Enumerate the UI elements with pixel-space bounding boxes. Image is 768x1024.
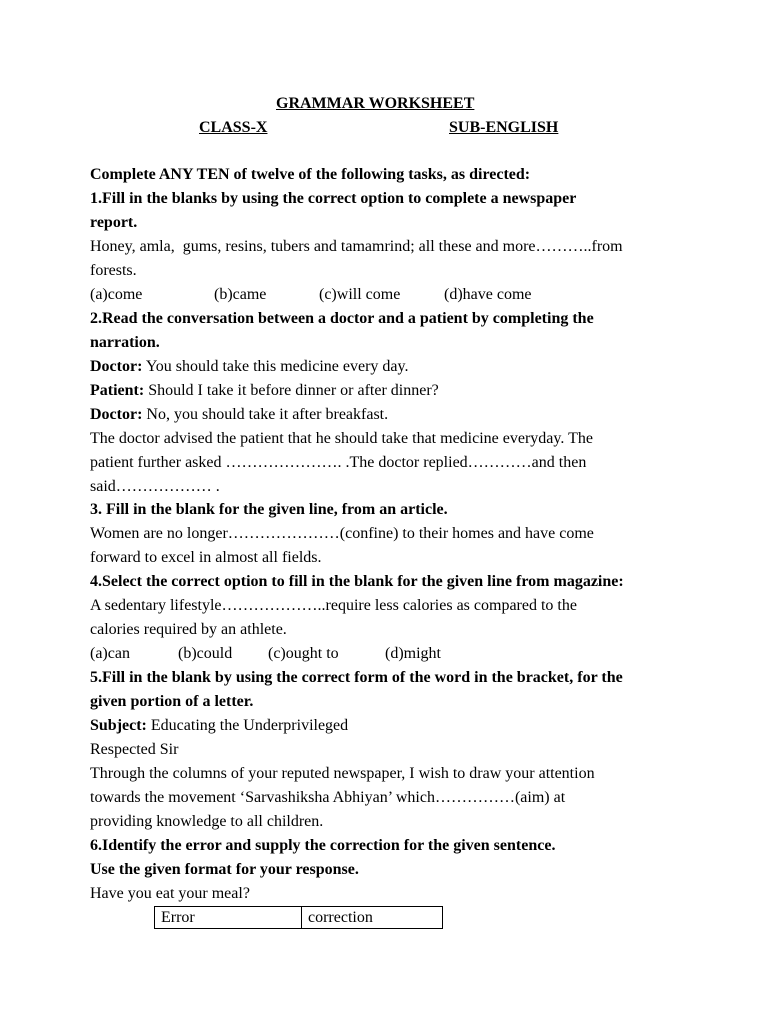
q2-dialogue-1 (90, 357, 408, 377)
dialogue-text: You should take this medicine every day. (142, 358, 409, 375)
q5-heading-line1: 5.Fill in the blank by using the correct form of the word in the bracket, for the (90, 669, 623, 686)
speaker-label: Doctor: (90, 406, 143, 423)
q6-heading-line1: 6.Identify the error and supply the correction for the given sentence. (90, 837, 556, 854)
q4-option-d: (d)might (385, 645, 441, 662)
q4-text-line2: calories required by an athlete. (90, 621, 287, 638)
q1-text-line1: Honey, amla, gums, resins, tubers and tamamrind; all these and more………..from (90, 238, 623, 255)
q4-option-c: (c)ought to (268, 645, 339, 662)
instructions: Complete ANY TEN of twelve of the following tasks, as directed: (90, 166, 531, 183)
q2-dialogue-3 (90, 405, 388, 425)
q4-option-a: (a)can (90, 645, 130, 662)
table-header-correction: correction (302, 907, 443, 929)
page-title: GRAMMAR WORKSHEET (276, 95, 475, 112)
q2-dialogue-2 (90, 381, 439, 401)
q5-subject-line (90, 716, 348, 736)
q1-heading-line1: 1.Fill in the blanks by using the correct option to complete a newspaper (90, 190, 577, 207)
q5-text-line1: Through the columns of your reputed newspaper, I wish to draw your attention (90, 765, 595, 782)
q5-heading-line2: given portion of a letter. (90, 693, 254, 710)
q3-heading: 3. Fill in the blank for the given line, from an article. (90, 501, 448, 518)
q1-option-d: (d)have come (444, 286, 532, 303)
q4-heading: 4.Select the correct option to fill in the blank for the given line from magazine: (90, 573, 624, 590)
q2-text-line3: said……………… . (90, 478, 220, 495)
dialogue-text: No, you should take it after breakfast. (142, 406, 389, 423)
dialogue-text: Should I take it before dinner or after dinner? (144, 382, 439, 399)
subject-text: Educating the Underprivileged (146, 717, 349, 734)
table-header-error: Error (155, 907, 302, 929)
q2-text-line1: The doctor advised the patient that he should take that medicine everyday. The (90, 430, 593, 447)
q2-text-line2: patient further asked …………………. .The doctor replied…………and then (90, 454, 587, 471)
q1-text-line2: forests. (90, 262, 137, 279)
subject-label: Subject: (90, 717, 147, 734)
class-label: CLASS-X (199, 119, 268, 136)
q3-text-line2: forward to excel in almost all fields. (90, 549, 322, 566)
q3-text-line1: Women are no longer…………………(confine) to their homes and have come (90, 525, 594, 542)
speaker-label: Doctor: (90, 358, 143, 375)
q6-heading-line2: Use the given format for your response. (90, 861, 359, 878)
q5-text-line3: providing knowledge to all children. (90, 813, 324, 830)
q2-heading-line2: narration. (90, 334, 160, 351)
speaker-label: Patient: (90, 382, 145, 399)
q1-heading-line2: report. (90, 214, 138, 231)
q4-option-b: (b)could (178, 645, 233, 662)
q6-sentence: Have you eat your meal? (90, 885, 250, 902)
q4-text-line1: A sedentary lifestyle………………..require less calories as compared to the (90, 597, 577, 614)
q5-text-line2: towards the movement ‘Sarvashiksha Abhiyan’ which……………(aim) at (90, 789, 566, 806)
q1-option-b: (b)came (214, 286, 267, 303)
response-format-table (154, 906, 443, 929)
subject-label: SUB-ENGLISH (449, 119, 559, 136)
q5-salutation: Respected Sir (90, 741, 179, 758)
q1-option-c: (c)will come (319, 286, 401, 303)
q2-heading-line1: 2.Read the conversation between a doctor and a patient by completing the (90, 310, 594, 327)
q1-option-a: (a)come (90, 286, 143, 303)
table-row (155, 907, 443, 929)
